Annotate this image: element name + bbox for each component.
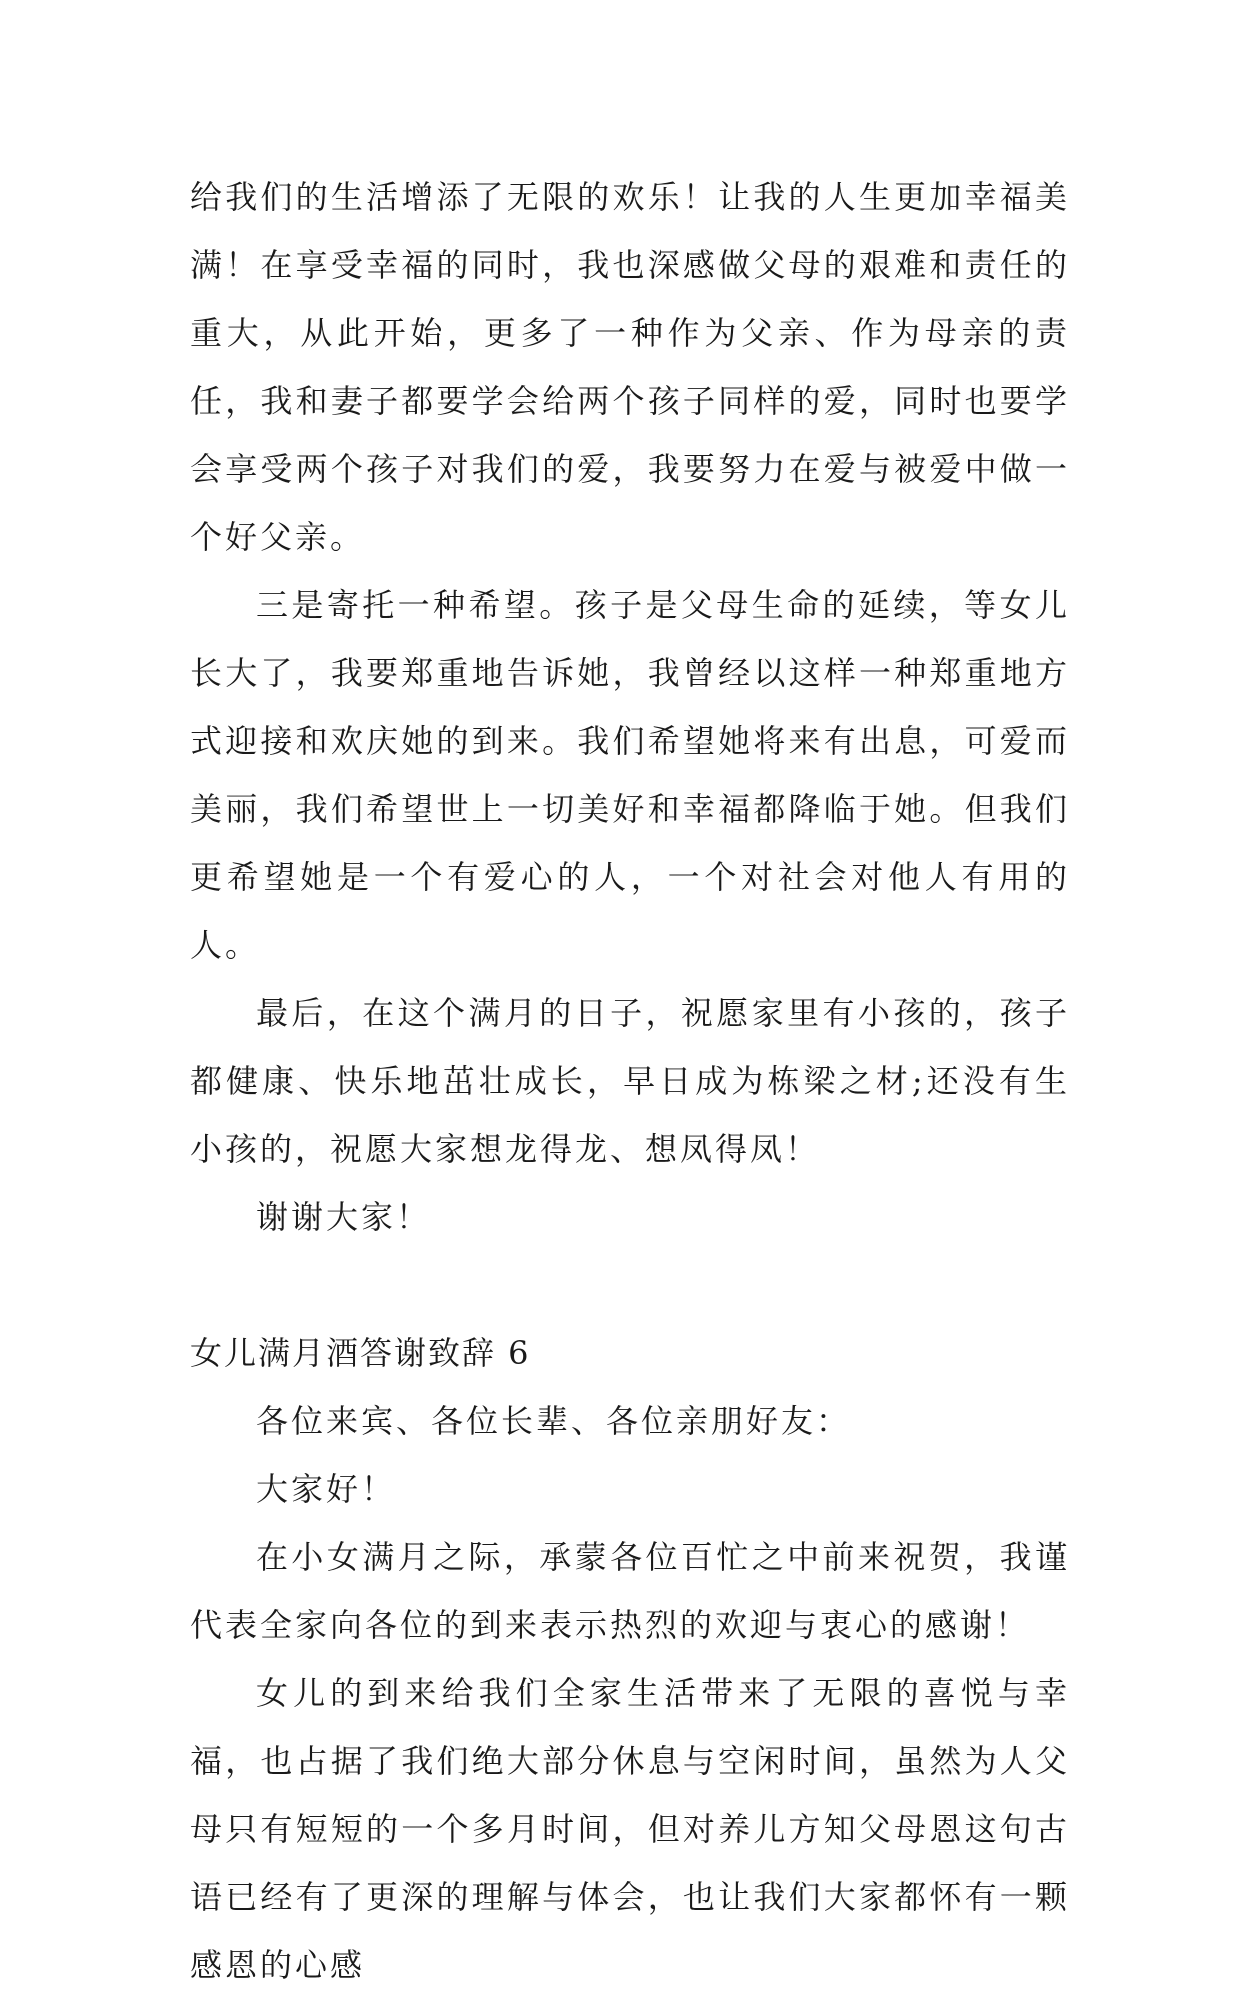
closing-wishes-paragraph: 最后，在这个满月的日子，祝愿家里有小孩的，孩子都健康、快乐地茁壮成长，早日成为栋梁之材;还没有生小孩的，祝愿大家想龙得龙、想凤得凤！ <box>190 994 1070 1168</box>
daughter-paragraph: 女儿的到来给我们全家生活带来了无限的喜悦与幸福，也占据了我们绝大部分休息与空闲时间，虽然为人父母只有短短的一个多月时间，但对养儿方知父母恩这句古语已经有了更深的理解与体会，也让我们大家都怀有一颗感恩的心感 <box>190 1674 1070 1984</box>
section-spacer <box>190 1251 1070 1319</box>
welcome-paragraph: 在小女满月之际，承蒙各位百忙之中前来祝贺，我谨代表全家向各位的到来表示热烈的欢迎与衷心的感谢！ <box>190 1538 1070 1644</box>
thanks-line: 谢谢大家！ <box>256 1198 432 1236</box>
hope-paragraph: 三是寄托一种希望。孩子是父母生命的延续，等女儿长大了，我要郑重地告诉她，我曾经以这样一种郑重地方式迎接和欢庆她的到来。我们希望她将来有出息，可爱而美丽，我们希望世上一切美好和幸福都降临于她。但我们更希望她是一个有爱心的人，一个对社会对他人有用的人。 <box>190 586 1070 964</box>
salutation-line: 各位来宾、各位长辈、各位亲朋好友： <box>256 1402 852 1440</box>
greeting-line: 大家好！ <box>256 1470 397 1508</box>
document-body <box>190 163 1070 1999</box>
continuation-paragraph: 给我们的生活增添了无限的欢乐！让我的人生更加幸福美满！在享受幸福的同时，我也深感做父母的艰难和责任的重大，从此开始，更多了一种作为父亲、作为母亲的责任，我和妻子都要学会给两个孩子同样的爱，同时也要学会享受两个孩子对我们的爱，我要努力在爱与被爱中做一个好父亲。 <box>190 178 1070 556</box>
section-title: 女儿满月酒答谢致辞 6 <box>190 1334 531 1372</box>
